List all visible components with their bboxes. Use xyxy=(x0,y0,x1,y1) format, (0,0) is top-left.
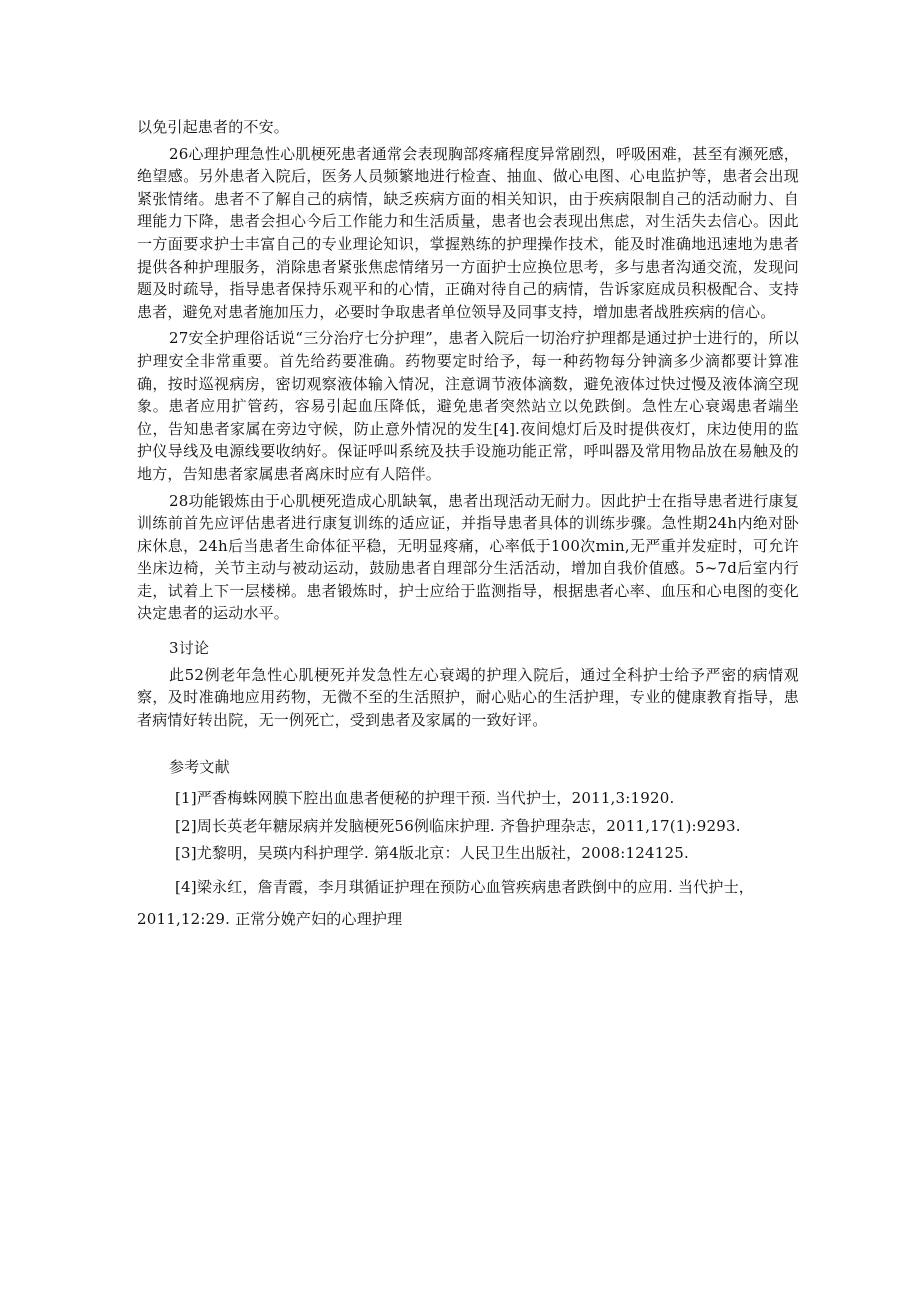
continuation-text: 以免引起患者的不安。 xyxy=(137,118,290,136)
paragraph-discussion: 此52例老年急性心肌梗死并发急性左心衰竭的护理入院后，通过全科护士给予严密的病情观察，及时准确地应用药物，无微不至的生活照护，耐心贴心的生活护理，专业的健康教育指导，患者病情好转出院，无一例死亡，受到患者及家属的一致好评。 xyxy=(137,665,799,729)
paragraph-safety-care: 27安全护理俗话说“三分治疗七分护理”，患者入院后一切治疗护理都是通过护士进行的，所以护理安全非常重要。首先给药要准确。药物要定时给予，每一种药物每分钟滴多少滴都要计算准确，按时巡视病房，密切观察液体输入情况，注意调节液体滴数，避免液体过快过慢及液体滴空现象。患者应用扩管药，容易引起血压降低，避免患者突然站立以免跌倒。急性左心衰竭患者端坐位，告知患者家属在旁边守候，防止意外情况的发生[4].夜间熄灯后及时提供夜灯，床边使用的监护仪导线及电源线要收纳好。保证呼叫系统及扶手设施功能正常，呼叫器及常用物品放在易触及的地方，告知患者家属患者离床时应有人陪伴。 xyxy=(137,329,799,483)
reference-item: [4]梁永红，詹青霞，李月琪循证护理在预防心血管疾病患者跌倒中的应用. 当代护士，2011,12:29. 正常分娩产妇的心理护理 xyxy=(137,877,754,928)
paragraph-psychological-care: 26心理护理急性心肌梗死患者通常会表现胸部疼痛程度异常剧烈，呼吸困难，甚至有濒死感，绝望感。另外患者入院后，医务人员频繁地进行检查、抽血、做心电图、心电监护等，患者会出现紧张情绪。患者不了解自己的病情，缺乏疾病方面的相关知识，由于疾病限制自己的活动耐力、自理能力下降，患者会担心今后工作能力和生活质量，患者也会表现出焦虑，对生活失去信心。因此一方面要求护士丰富自己的专业理论知识，掌握熟练的护理操作技术，能及时准确地迅速地为患者提供各种护理服务，消除患者紧张焦虑情绪另一方面护士应换位思考，多与患者沟通交流，发现问题及时疏导，指导患者保持乐观平和的心情，正确对待自己的病情，告诉家庭成员积极配合、支持患者，避免对患者施加压力，必要时争取患者单位领导及同事支持，增加患者战胜疾病的信心。 xyxy=(137,144,799,321)
section-heading-discussion: 3讨论 xyxy=(169,639,210,658)
reference-item: [3]尤黎明，吴瑛内科护理学. 第4版北京：人民卫生出版社，2008:124125. xyxy=(175,844,689,863)
paragraph-functional-exercise: 28功能锻炼由于心肌梗死造成心肌缺氧，患者出现活动无耐力。因此护士在指导患者进行康复训练前首先应评估患者进行康复训练的适应证，并指导患者具体的训练步骤。急性期24h内绝对卧床休息，24h后当患者生命体征平稳，无明显疼痛，心率低于100次min,无严重并发症时，可允许坐床边椅，关节主动与被动运动，鼓励患者自理部分生活活动，增加自我价值感。5~7d后室内行走，试着上下一层楼梯。患者锻炼时，护士应给于监测指导，根据患者心率、血压和心电图的变化决定患者的运动水平。 xyxy=(137,491,799,623)
references-title: 参考文献 xyxy=(169,758,230,777)
document-body xyxy=(137,116,799,940)
reference-item: [2]周长英老年糖尿病并发脑梗死56例临床护理. 齐鲁护理杂志，2011,17(1):9293. xyxy=(175,816,741,835)
reference-item: [1]严香梅蛛网膜下腔出血患者便秘的护理干预. 当代护士，2011,3:1920. xyxy=(175,789,675,808)
